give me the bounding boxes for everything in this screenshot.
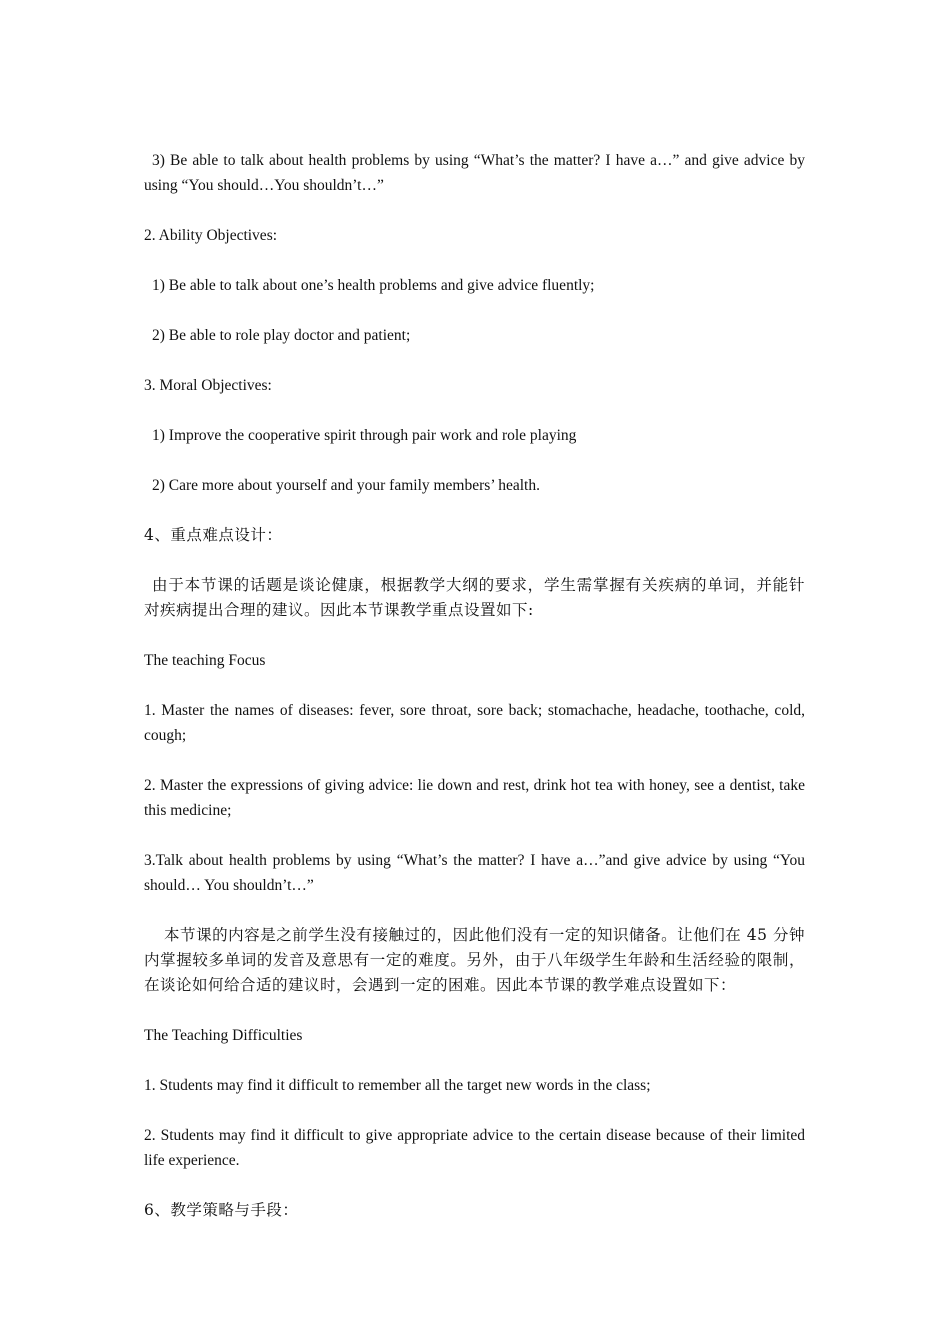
teaching-difficulties-heading: The Teaching Difficulties — [144, 1027, 303, 1044]
focus-item-3: 3.Talk about health problems by using “What’s the matter? I have a…”and give advice by using “You should… You shouldn’t…” — [144, 852, 805, 894]
difficulty-item-1: 1. Students may find it difficult to remember all the target new words in the class; — [144, 1077, 651, 1094]
focus-item-1: 1. Master the names of diseases: fever, sore throat, sore back; stomachache, headache, toothache, cold, cough; — [144, 702, 805, 744]
document-page — [144, 148, 805, 1248]
objective-moral-2: 2) Care more about yourself and your family members’ health. — [152, 477, 540, 494]
section-moral-objectives: 3. Moral Objectives: — [144, 377, 272, 394]
section-ability-objectives: 2. Ability Objectives: — [144, 227, 278, 244]
objective-ability-2: 2) Be able to role play doctor and patient; — [152, 327, 411, 344]
difficulty-intro-paragraph: 本节课的内容是之前学生没有接触过的，因此他们没有一定的知识储备。让他们在 45 分钟内掌握较多单词的发音及意思有一定的难度。另外，由于八年级学生年龄和生活经验的限制，在谈论如何给合适的建议时，会遇到一定的困难。因此本节课的教学难点设置如下： — [144, 926, 805, 994]
difficulty-item-2: 2. Students may find it difficult to give appropriate advice to the certain disease because of their limited life experience. — [144, 1127, 805, 1169]
section-heading-focus-difficulty: 4、重点难点设计： — [144, 526, 283, 544]
objective-knowledge-3: 3) Be able to talk about health problems by using “What’s the matter? I have a…” and give advice by using “You should…You shouldn’t…” — [144, 152, 805, 194]
focus-item-2: 2. Master the expressions of giving advice: lie down and rest, drink hot tea with honey, see a dentist, take this medicine; — [144, 777, 805, 819]
objective-ability-1: 1) Be able to talk about one’s health problems and give advice fluently; — [152, 277, 595, 294]
objective-moral-1: 1) Improve the cooperative spirit through pair work and role playing — [152, 427, 577, 444]
teaching-focus-heading: The teaching Focus — [144, 652, 266, 669]
section-heading-strategy: 6、教学策略与手段： — [144, 1201, 299, 1219]
focus-intro-paragraph: 由于本节课的话题是谈论健康，根据教学大纲的要求，学生需掌握有关疾病的单词，并能针对疾病提出合理的建议。因此本节课教学重点设置如下: — [144, 576, 805, 619]
